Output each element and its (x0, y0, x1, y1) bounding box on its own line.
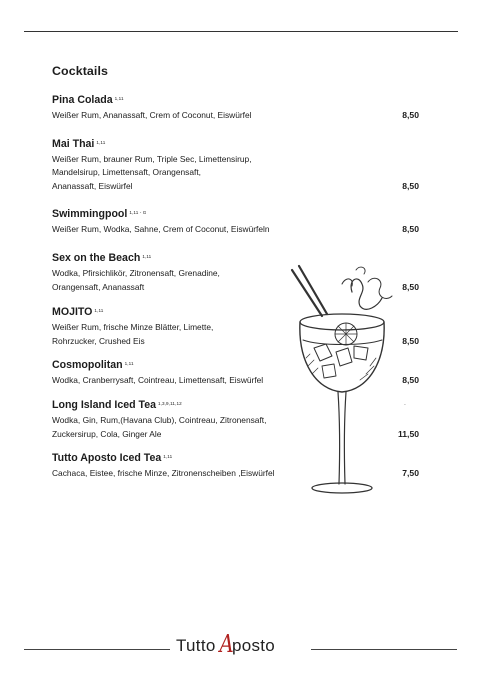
item-price: 8,50 (402, 180, 419, 191)
item-name: Cosmopolitan $^{1,11}$ (52, 359, 134, 372)
menu-item (52, 207, 419, 237)
item-description: Weißer Rum, frische Minze Blätter, Limette, Rohrzucker, Crushed Eis (52, 322, 214, 346)
item-description: Weißer Rum, brauner Rum, Triple Sec, Limettensirup, Mandelsirup, Limettensaft, Orangensaft, Ananassaft, Eiswürfel (52, 153, 252, 191)
logo-letter-a: A (219, 630, 234, 658)
item-description: Wodka, Cranberrysaft, Cointreau, Limettensaft, Eiswürfel (52, 375, 264, 386)
allergen-marks: 1,3,9,11,12 (158, 400, 182, 406)
allergen-marks: 1,11 - G (129, 210, 147, 216)
item-name: MOJITO $^{1,11}$ (52, 306, 104, 319)
item-name: Tutto Aposto Iced Tea $^{1,11}$ (52, 452, 173, 465)
item-price: 7,50 (402, 468, 419, 479)
item-description: Weißer Rum, Ananassaft, Crem of Coconut, Eiswürfel (52, 110, 252, 120)
allergen-marks: 1,11 (94, 308, 104, 314)
item-description: Wodka, Gin, Rum,(Havana Club), Cointreau, Zitronensaft, Zuckersirup, Cola, Ginger Ale (52, 414, 267, 439)
allergen-marks: 1,11 (163, 454, 173, 460)
item-price: 8,50 (402, 224, 419, 235)
footer-divider-left (24, 649, 170, 650)
item-name: Pina Colada $^{1,11}$ (52, 94, 124, 106)
item-name: Swimmingpool $^{1,11 - G}$ (52, 208, 147, 221)
item-description: Weißer Rum, Wodka, Sahne, Crem of Coconut, Eiswürfeln (52, 224, 270, 235)
item-name: Sex on the Beach $^{1,11}$ (52, 251, 152, 264)
item-price: 11,50 (397, 428, 419, 439)
item-price: 8,50 (402, 375, 419, 386)
stray-mark: ` (404, 405, 406, 411)
item-description: Cachaca, Eistee, frische Minze, Zitronenscheiben ,Eiswürfel (52, 468, 275, 479)
brand-logo: Tutto Aposto (176, 630, 276, 658)
item-price: 8,50 (402, 335, 419, 346)
item-description: Wodka, Pfirsichlikör, Zitronensaft, Grenadine, Orangensaft, Ananassaft (52, 267, 220, 292)
item-price: 8,50 (402, 281, 419, 292)
cocktail-glass-illustration (286, 262, 406, 497)
footer-divider-right (311, 649, 457, 650)
menu-item (52, 93, 419, 123)
item-name: Long Island Iced Tea $^{1,3,9,11,12}$ (52, 398, 182, 411)
top-divider (24, 31, 458, 32)
allergen-marks: 1,11 (124, 361, 134, 367)
allergen-marks: 1,11 (96, 139, 106, 145)
item-name: Mai Thai $^{1,11}$ (52, 137, 106, 150)
allergen-marks: 1,11 (142, 253, 152, 259)
menu-item (52, 137, 419, 194)
allergen-marks: 1,11 (114, 96, 124, 101)
section-title: Cocktails (52, 64, 108, 78)
item-price: 8,50 (402, 110, 419, 120)
